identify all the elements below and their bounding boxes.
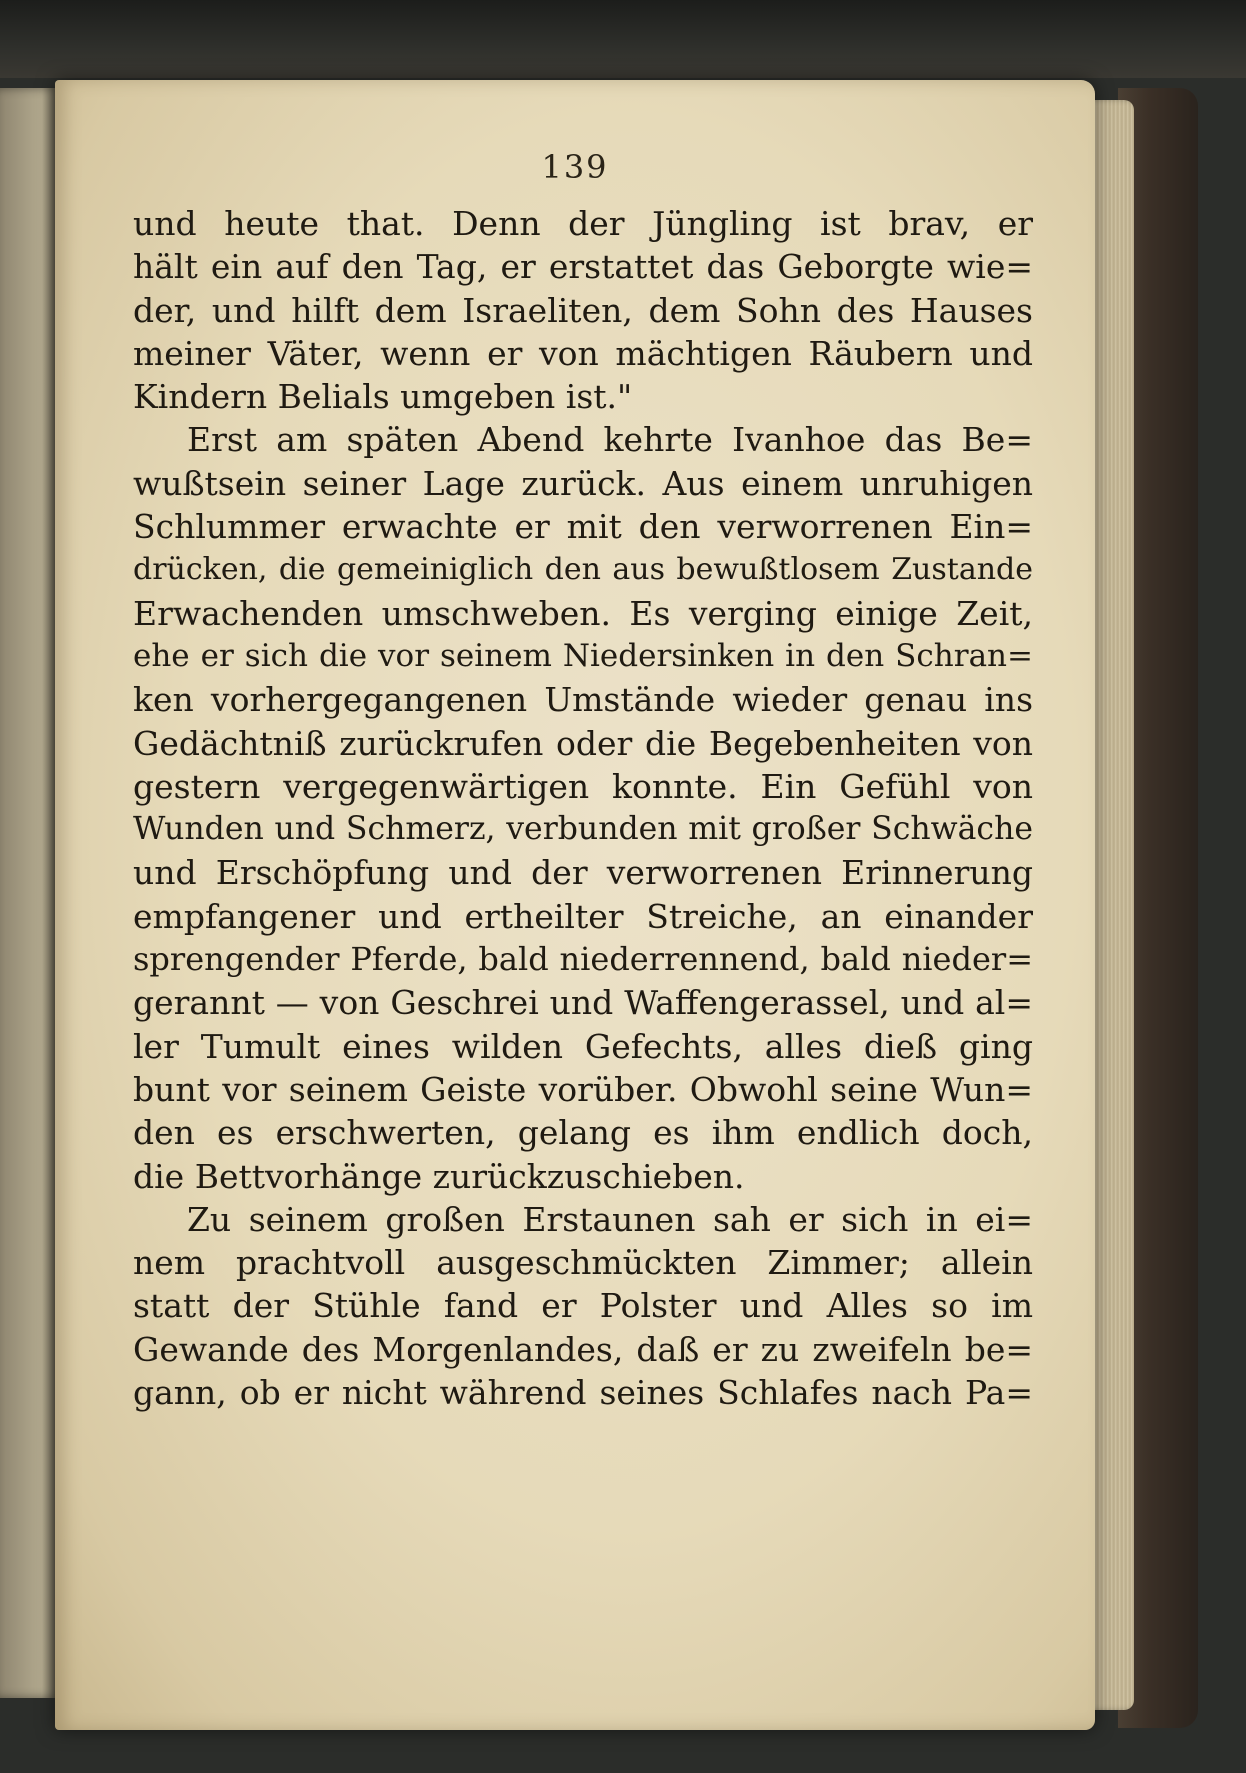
book-page [55, 80, 1095, 1730]
text-line: Schlummer erwachte er mit den verworrenen Ein= [133, 507, 1033, 547]
text-line: gann, ob er nicht während seines Schlafes nach Pa= [133, 1373, 1033, 1413]
text-line: Wunden und Schmerz, verbunden mit großer Schwäche [133, 811, 1033, 848]
text-line: empfangener und ertheilter Streiche, an einander [133, 896, 1033, 936]
text-line: statt der Stühle fand er Polster und Alles so im [133, 1286, 1033, 1326]
text-line: Gedächtniß zurückrufen oder die Begebenheiten von [133, 723, 1033, 763]
facing-page-edge [0, 88, 60, 1698]
text-line: die Bettvorhänge zurückzuschieben. [133, 1156, 745, 1196]
text-line: Erst am späten Abend kehrte Ivanhoe das Be= [187, 420, 1033, 460]
text-line: Erwachenden umschweben. Es verging einige Zeit, [133, 593, 1033, 633]
page-number: 139 [541, 148, 609, 186]
text-line: meiner Väter, wenn er von mächtigen Räubern und [133, 333, 1033, 373]
text-line: Kindern Belials umgeben ist." [133, 377, 633, 417]
text-line: bunt vor seinem Geiste vorüber. Obwohl seine Wun= [133, 1069, 1033, 1109]
text-line: sprengender Pferde, bald niederrennend, bald nieder= [133, 940, 1033, 979]
text-line: nem prachtvoll ausgeschmückten Zimmer; allein [133, 1243, 1033, 1283]
text-line: hält ein auf den Tag, er erstattet das Geborgte wie= [133, 247, 1033, 287]
text-line: und heute that. Denn der Jüngling ist brav, er [133, 204, 1033, 243]
text-line: gerannt — von Geschrei und Waffengerassel, und al= [133, 983, 1033, 1023]
text-line: Gewande des Morgenlandes, daß er zu zweifeln be= [133, 1329, 1033, 1369]
text-line: und Erschöpfung und der verworrenen Erinnerung [133, 853, 1033, 893]
text-line: den es erschwerten, gelang es ihm endlich doch, [133, 1113, 1033, 1153]
text-line: gestern vergegenwärtigen konnte. Ein Gefühl von [133, 766, 1033, 806]
text-line: ken vorhergegangenen Umstände wieder genau ins [133, 680, 1033, 720]
body-text [133, 202, 1033, 1414]
text-line: wußtsein seiner Lage zurück. Aus einem unruhigen [133, 463, 1033, 503]
text-line: drücken, die gemeiniglich den aus bewußtlosem Zustande [133, 552, 1033, 588]
text-line: ehe er sich die vor seinem Niedersinken in den Schran= [133, 637, 1033, 674]
text-line: der, und hilft dem Israeliten, dem Sohn des Hauses [133, 290, 1033, 330]
text-line: ler Tumult eines wilden Gefechts, alles dieß ging [133, 1026, 1033, 1066]
book-binding-top [0, 0, 1246, 78]
text-line: Zu seinem großen Erstaunen sah er sich in ei= [187, 1199, 1033, 1239]
